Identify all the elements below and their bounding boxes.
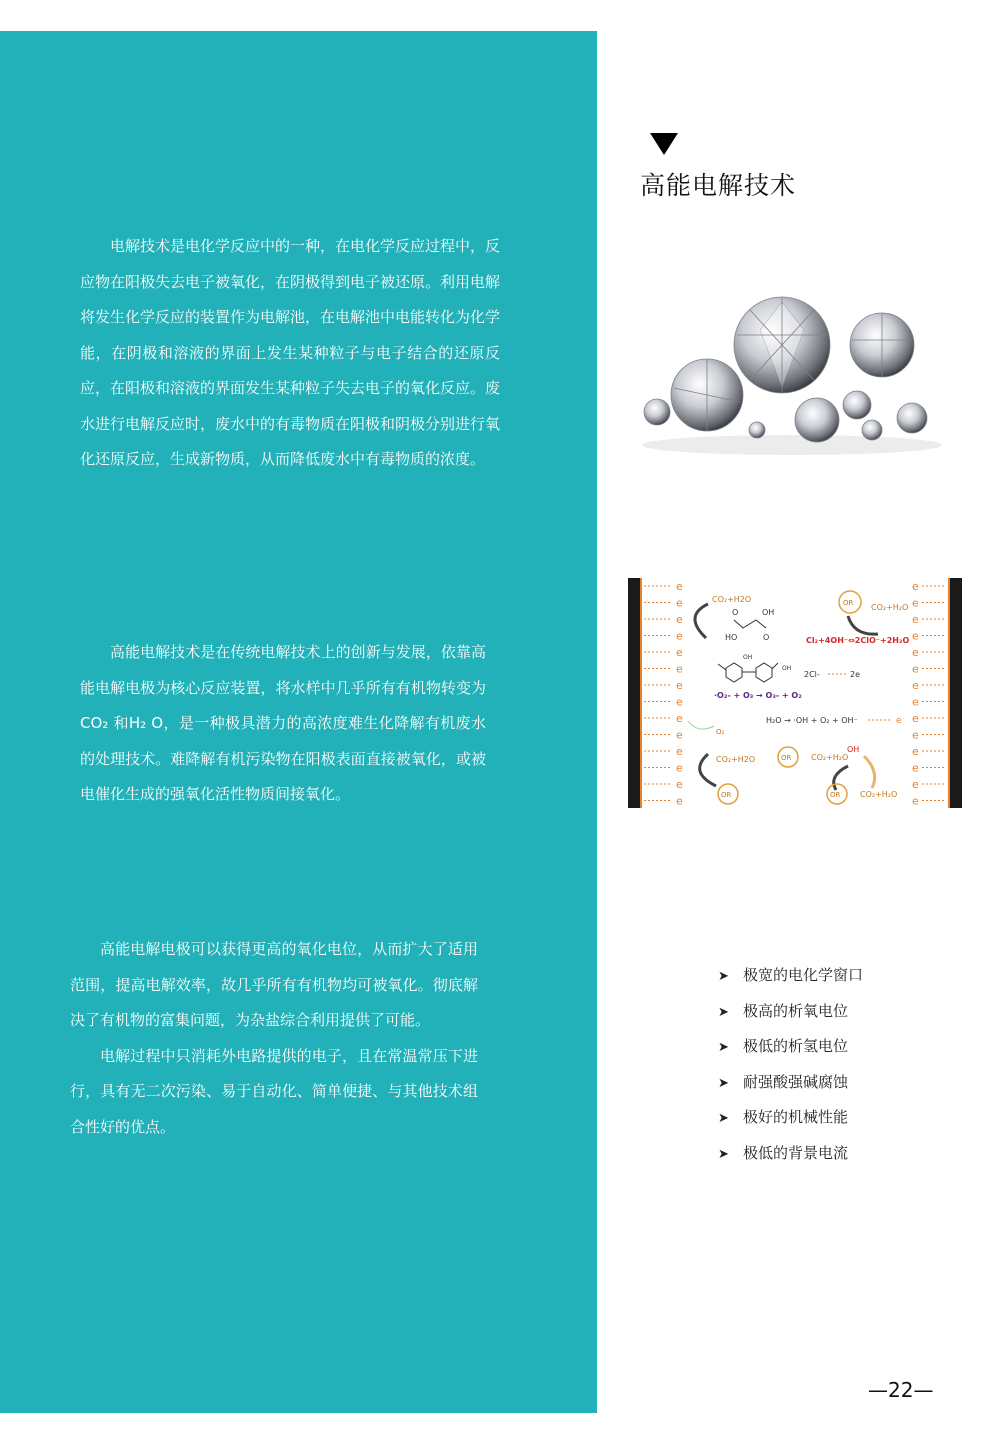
- oh-label-ring-right: OH: [782, 665, 792, 672]
- process-text: 电解过程中只消耗外电路提供的电子，且在常温常压下进行，具有无二次污染、易于自动化、简单便捷、与其他技术组合性好的优点。: [70, 1046, 478, 1136]
- feature-item: [718, 1065, 863, 1101]
- o2-label: O₂: [716, 728, 725, 736]
- section-title: 高能电解技术: [640, 171, 797, 200]
- electron-label-right: e: [912, 778, 919, 791]
- electron-label-right: e: [912, 629, 919, 643]
- feature-item: [718, 958, 863, 994]
- electron-label-right: e: [912, 613, 919, 626]
- electron-label-right: e: [912, 596, 919, 610]
- feature-list: [718, 958, 863, 1171]
- feature-item: [718, 1029, 863, 1065]
- electrolysis-diagram: [628, 576, 962, 810]
- electron-label-right: e: [912, 712, 919, 725]
- feature-text: 极低的析氢电位: [743, 1037, 849, 1055]
- or-circle-middle: OR: [781, 754, 792, 762]
- co2-h2o-label-bottom-left: CO₂+H2O: [716, 755, 756, 764]
- electron-label-right: e: [912, 662, 919, 676]
- arrowhead-right-icon: ➤: [718, 1146, 729, 1162]
- electron-label-right: e: [912, 794, 919, 808]
- high-energy-text: 高能电解技术是在传统电解技术上的创新与发展，依靠高能电解电极为核心反应装置，将水样中几乎所有有机物转变为CO₂ 和H₂ O，是一种极具潜力的高浓度难生化降解有机废水的处理技术。难降解有机污染物在阳极表面直接被氧化，或被电催化生成的强氧化活性物质间接氧化。: [80, 643, 486, 803]
- oh-label-ring: OH: [743, 654, 753, 661]
- electron-label-right: e: [912, 646, 919, 659]
- co2-h2o-label-top-right: CO₂+H₂O: [871, 603, 909, 612]
- ozone-reaction: ·O₂- + O₃ → O₃- + O₂: [714, 691, 802, 700]
- two-e-label: 2e: [850, 670, 861, 679]
- electron-label-left: e: [676, 613, 683, 626]
- oh-label-top: OH: [762, 608, 775, 617]
- electron-label-right: e: [912, 728, 919, 742]
- left-electrode: [628, 578, 640, 808]
- electron-label-left: e: [676, 728, 683, 742]
- arrowhead-right-icon: ➤: [718, 1075, 729, 1091]
- electron-label-left: e: [676, 794, 683, 808]
- electron-label-right: e: [912, 745, 919, 758]
- right-electrode: [950, 578, 962, 808]
- electron-label-left: e: [676, 761, 683, 775]
- feature-text: 极高的析氧电位: [743, 1001, 849, 1020]
- feature-text: 耐强酸强碱腐蚀: [743, 1072, 849, 1091]
- intro-text: 电解技术是电化学反应中的一种，在电化学反应过程中，反应物在阳极失去电子被氧化，在阴极得到电子被还原。利用电解将发生化学反应的装置作为电解池，在电解池中电能转化为化学能，在阴极和溶液的界面上发生某种粒子与电子结合的还原反应，在阳极和溶液的界面发生某种粒子失去电子的氧化反应。废水进行电解反应时，废水中的有毒物质在阳极和阴极分别进行氧化还原反应，生成新物质，从而降低废水中有毒物质的浓度。: [80, 237, 501, 468]
- chlorine-reaction: Cl₂+4OH⁻⇔2ClO⁻+2H₂O: [806, 636, 910, 645]
- electrode-paragraphs: [70, 932, 478, 1145]
- or-circle-bottom-right: OR: [830, 791, 841, 799]
- feature-item: [718, 994, 863, 1030]
- electrode-text: 高能电解电极可以获得更高的氧化电位，从而扩大了适用范围，提高电解效率，故几乎所有有机物均可被氧化。彻底解决了有机物的富集问题，为杂盐综合利用提供了可能。: [70, 940, 478, 1029]
- o-label-bottom: O: [763, 633, 770, 642]
- electron-label-left: e: [676, 662, 683, 676]
- ho-label: HO: [725, 633, 738, 642]
- electron-label-middle: e: [896, 716, 902, 726]
- co2-h2o-label-top-left: CO₂+H2O: [712, 595, 752, 604]
- electron-label-left: e: [676, 712, 683, 725]
- or-circle-top-right: OR: [843, 599, 854, 607]
- triangle-down-icon: [650, 133, 678, 155]
- feature-item: [718, 1100, 863, 1136]
- electron-label-right: e: [912, 695, 919, 709]
- electron-label-left: e: [676, 646, 683, 659]
- o-label-top: O: [732, 608, 739, 617]
- co2-h2o-label-bottom-right: CO₂+H₂O: [860, 790, 898, 799]
- oh-label-middle: OH: [847, 745, 860, 754]
- intro-paragraph: [80, 229, 500, 478]
- water-reaction: H₂O → ·OH + O₂ + OH⁻: [766, 716, 858, 725]
- electron-label-left: e: [676, 629, 683, 643]
- electron-label-left: e: [676, 580, 683, 593]
- electron-label-right: e: [912, 580, 919, 593]
- feature-text: 极宽的电化学窗口: [743, 966, 864, 984]
- electron-label-left: e: [676, 778, 683, 791]
- or-circle-bottom-left: OR: [721, 791, 732, 799]
- arrowhead-right-icon: ➤: [718, 1004, 729, 1020]
- electron-label-right: e: [912, 761, 919, 775]
- feature-text: 极低的背景电流: [743, 1143, 849, 1162]
- electron-label-right: e: [912, 679, 919, 692]
- electron-label-left: e: [676, 596, 683, 610]
- arrowhead-right-icon: ➤: [718, 1111, 729, 1126]
- arrowhead-right-icon: ➤: [718, 969, 729, 984]
- diamonds-image: [632, 290, 952, 470]
- arrowhead-right-icon: ➤: [718, 1040, 729, 1055]
- page-number: —22—: [868, 1378, 934, 1402]
- electron-label-left: e: [676, 679, 683, 692]
- electron-label-left: e: [676, 695, 683, 709]
- co2-h2o-label-middle: CO₂+H₂O: [811, 753, 849, 762]
- high-energy-paragraph: [80, 635, 486, 813]
- feature-text: 极好的机械性能: [743, 1108, 849, 1126]
- chloride-label: 2Cl-: [804, 670, 820, 679]
- electron-label-left: e: [676, 745, 683, 758]
- feature-item: [718, 1136, 863, 1172]
